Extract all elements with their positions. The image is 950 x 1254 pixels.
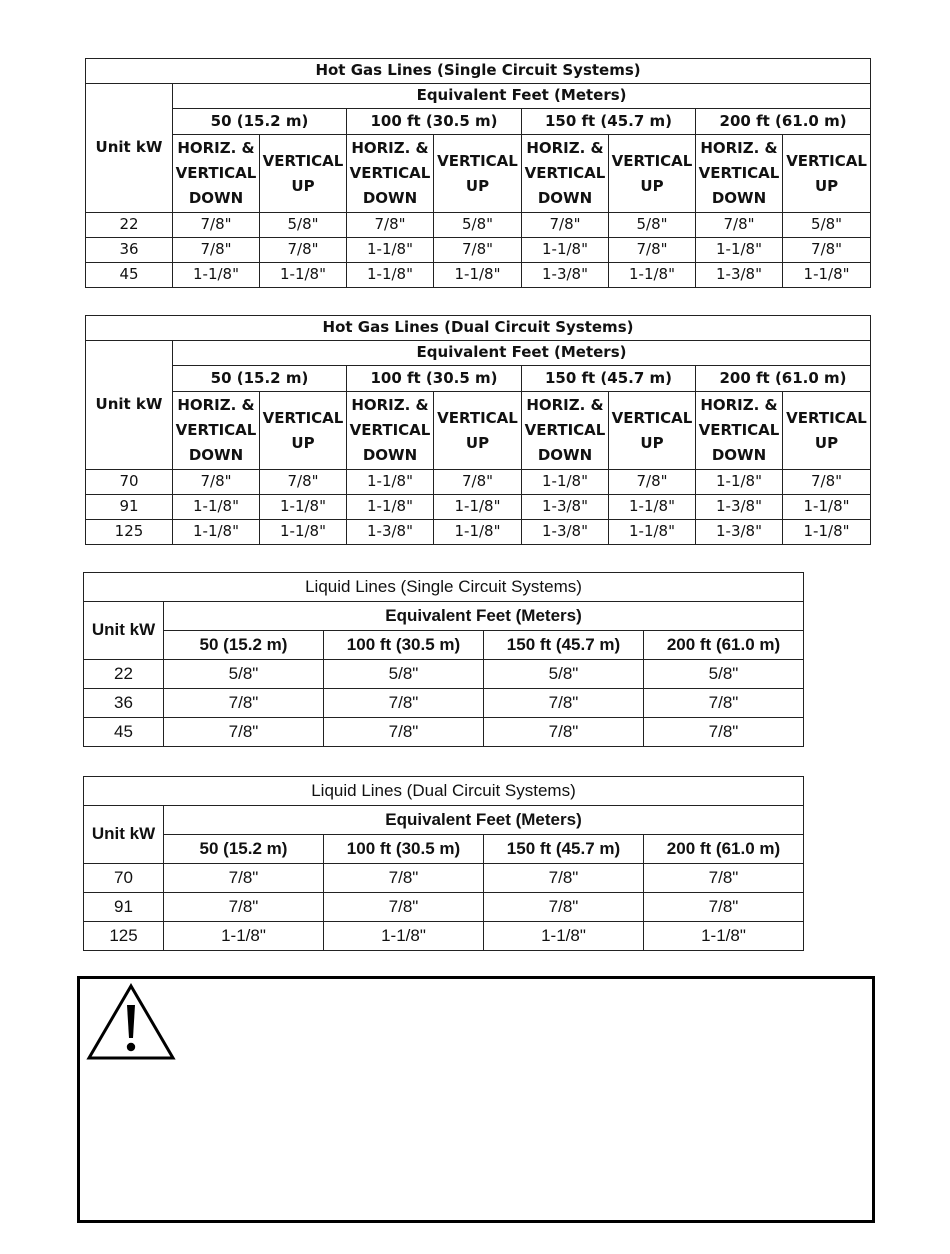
size-cell: 7/8" xyxy=(347,213,434,238)
size-cell: 7/8" xyxy=(783,470,871,495)
vertical-up-header: VERTICAL UP xyxy=(609,135,696,213)
size-cell: 7/8" xyxy=(644,689,804,718)
horiz-vertical-down-header: HORIZ. & VERTICAL DOWN xyxy=(173,392,260,470)
horiz-vertical-down-header: HORIZ. & VERTICAL DOWN xyxy=(347,392,434,470)
unit-kw-cell: 45 xyxy=(84,718,164,747)
distance-header: 100 ft (30.5 m) xyxy=(324,631,484,660)
size-cell: 7/8" xyxy=(164,893,324,922)
vertical-up-header: VERTICAL UP xyxy=(783,392,871,470)
equivalent-feet-header: Equivalent Feet (Meters) xyxy=(164,806,804,835)
unit-kw-cell: 36 xyxy=(86,238,173,263)
size-cell: 1-1/8" xyxy=(324,922,484,951)
size-cell: 1-1/8" xyxy=(783,263,871,288)
size-cell: 7/8" xyxy=(260,470,347,495)
vertical-up-header: VERTICAL UP xyxy=(260,392,347,470)
table-title: Liquid Lines (Dual Circuit Systems) xyxy=(84,777,804,806)
unit-kw-cell: 125 xyxy=(84,922,164,951)
size-cell: 7/8" xyxy=(644,718,804,747)
unit-kw-header: Unit kW xyxy=(86,84,173,213)
horiz-vertical-down-header: HORIZ. & VERTICAL DOWN xyxy=(696,392,783,470)
table-row xyxy=(86,470,871,495)
equivalent-feet-header: Equivalent Feet (Meters) xyxy=(173,341,871,366)
size-cell: 7/8" xyxy=(164,864,324,893)
equivalent-feet-header: Equivalent Feet (Meters) xyxy=(164,602,804,631)
distance-header: 150 ft (45.7 m) xyxy=(522,366,696,392)
size-cell: 1-1/8" xyxy=(347,495,434,520)
size-cell: 1-3/8" xyxy=(522,263,609,288)
size-cell: 7/8" xyxy=(522,213,609,238)
table-row xyxy=(86,495,871,520)
distance-header: 200 ft (61.0 m) xyxy=(696,366,871,392)
table-row xyxy=(86,213,871,238)
size-cell: 7/8" xyxy=(260,238,347,263)
size-cell: 5/8" xyxy=(609,213,696,238)
unit-kw-cell: 91 xyxy=(86,495,173,520)
size-cell: 1-3/8" xyxy=(347,520,434,545)
size-cell: 5/8" xyxy=(783,213,871,238)
size-cell: 1-1/8" xyxy=(434,263,522,288)
horiz-vertical-down-header: HORIZ. & VERTICAL DOWN xyxy=(173,135,260,213)
size-cell: 7/8" xyxy=(173,238,260,263)
size-cell: 1-3/8" xyxy=(522,495,609,520)
size-cell: 7/8" xyxy=(324,893,484,922)
size-cell: 5/8" xyxy=(644,660,804,689)
table-title: Hot Gas Lines (Dual Circuit Systems) xyxy=(86,316,871,341)
unit-kw-header: Unit kW xyxy=(84,602,164,660)
unit-kw-header: Unit kW xyxy=(86,341,173,470)
size-cell: 5/8" xyxy=(324,660,484,689)
size-cell: 7/8" xyxy=(173,470,260,495)
distance-header: 150 ft (45.7 m) xyxy=(484,631,644,660)
table-row xyxy=(84,922,804,951)
unit-kw-header: Unit kW xyxy=(84,806,164,864)
size-cell: 7/8" xyxy=(484,864,644,893)
distance-header: 100 ft (30.5 m) xyxy=(324,835,484,864)
size-cell: 7/8" xyxy=(783,238,871,263)
horiz-vertical-down-header: HORIZ. & VERTICAL DOWN xyxy=(696,135,783,213)
unit-kw-cell: 125 xyxy=(86,520,173,545)
table-row xyxy=(84,660,804,689)
size-cell: 7/8" xyxy=(324,718,484,747)
unit-kw-cell: 22 xyxy=(86,213,173,238)
hot-gas-single-table xyxy=(85,58,871,288)
equivalent-feet-header: Equivalent Feet (Meters) xyxy=(173,84,871,109)
size-cell: 1-1/8" xyxy=(173,520,260,545)
unit-kw-cell: 70 xyxy=(84,864,164,893)
unit-kw-cell: 22 xyxy=(84,660,164,689)
size-cell: 5/8" xyxy=(434,213,522,238)
size-cell: 1-3/8" xyxy=(696,263,783,288)
size-cell: 1-1/8" xyxy=(609,495,696,520)
horiz-vertical-down-header: HORIZ. & VERTICAL DOWN xyxy=(522,135,609,213)
table-title: Hot Gas Lines (Single Circuit Systems) xyxy=(86,59,871,84)
size-cell: 1-1/8" xyxy=(347,470,434,495)
size-cell: 7/8" xyxy=(609,470,696,495)
size-cell: 1-1/8" xyxy=(522,470,609,495)
size-cell: 7/8" xyxy=(644,864,804,893)
distance-header: 100 ft (30.5 m) xyxy=(347,366,522,392)
size-cell: 1-1/8" xyxy=(260,520,347,545)
size-cell: 1-1/8" xyxy=(260,495,347,520)
table-row xyxy=(86,263,871,288)
table-row xyxy=(84,718,804,747)
vertical-up-header: VERTICAL UP xyxy=(434,135,522,213)
size-cell: 1-1/8" xyxy=(434,495,522,520)
size-cell: 7/8" xyxy=(434,238,522,263)
size-cell: 1-1/8" xyxy=(347,238,434,263)
size-cell: 5/8" xyxy=(484,660,644,689)
size-cell: 5/8" xyxy=(164,660,324,689)
vertical-up-header: VERTICAL UP xyxy=(434,392,522,470)
distance-header: 50 (15.2 m) xyxy=(164,835,324,864)
size-cell: 7/8" xyxy=(324,689,484,718)
warning-triangle-icon xyxy=(86,983,176,1061)
size-cell: 1-3/8" xyxy=(696,520,783,545)
unit-kw-cell: 45 xyxy=(86,263,173,288)
unit-kw-cell: 70 xyxy=(86,470,173,495)
size-cell: 1-3/8" xyxy=(522,520,609,545)
vertical-up-header: VERTICAL UP xyxy=(260,135,347,213)
vertical-up-header: VERTICAL UP xyxy=(783,135,871,213)
distance-header: 50 (15.2 m) xyxy=(164,631,324,660)
size-cell: 1-1/8" xyxy=(260,263,347,288)
size-cell: 7/8" xyxy=(434,470,522,495)
size-cell: 1-1/8" xyxy=(173,495,260,520)
size-cell: 1-1/8" xyxy=(347,263,434,288)
table-row xyxy=(84,689,804,718)
size-cell: 1-1/8" xyxy=(696,238,783,263)
size-cell: 1-1/8" xyxy=(696,470,783,495)
table-row xyxy=(84,864,804,893)
distance-header: 100 ft (30.5 m) xyxy=(347,109,522,135)
size-cell: 1-1/8" xyxy=(484,922,644,951)
size-cell: 7/8" xyxy=(324,864,484,893)
size-cell: 1-1/8" xyxy=(609,263,696,288)
size-cell: 1-3/8" xyxy=(696,495,783,520)
liquid-dual-table xyxy=(83,776,804,951)
size-cell: 7/8" xyxy=(696,213,783,238)
horiz-vertical-down-header: HORIZ. & VERTICAL DOWN xyxy=(522,392,609,470)
vertical-up-header: VERTICAL UP xyxy=(609,392,696,470)
size-cell: 1-1/8" xyxy=(609,520,696,545)
distance-header: 50 (15.2 m) xyxy=(173,109,347,135)
size-cell: 7/8" xyxy=(484,718,644,747)
size-cell: 1-1/8" xyxy=(783,520,871,545)
unit-kw-cell: 91 xyxy=(84,893,164,922)
distance-header: 200 ft (61.0 m) xyxy=(644,631,804,660)
size-cell: 7/8" xyxy=(164,718,324,747)
size-cell: 7/8" xyxy=(173,213,260,238)
size-cell: 7/8" xyxy=(609,238,696,263)
size-cell: 5/8" xyxy=(260,213,347,238)
size-cell: 1-1/8" xyxy=(644,922,804,951)
table-row xyxy=(86,520,871,545)
unit-kw-cell: 36 xyxy=(84,689,164,718)
distance-header: 50 (15.2 m) xyxy=(173,366,347,392)
warning-box xyxy=(77,976,875,1223)
size-cell: 1-1/8" xyxy=(173,263,260,288)
size-cell: 7/8" xyxy=(164,689,324,718)
distance-header: 200 ft (61.0 m) xyxy=(644,835,804,864)
size-cell: 1-1/8" xyxy=(522,238,609,263)
size-cell: 7/8" xyxy=(484,689,644,718)
table-title: Liquid Lines (Single Circuit Systems) xyxy=(84,573,804,602)
size-cell: 1-1/8" xyxy=(434,520,522,545)
distance-header: 150 ft (45.7 m) xyxy=(484,835,644,864)
liquid-single-table xyxy=(83,572,804,747)
size-cell: 7/8" xyxy=(484,893,644,922)
hot-gas-dual-table xyxy=(85,315,871,545)
table-row xyxy=(84,893,804,922)
horiz-vertical-down-header: HORIZ. & VERTICAL DOWN xyxy=(347,135,434,213)
distance-header: 200 ft (61.0 m) xyxy=(696,109,871,135)
distance-header: 150 ft (45.7 m) xyxy=(522,109,696,135)
size-cell: 1-1/8" xyxy=(164,922,324,951)
size-cell: 1-1/8" xyxy=(783,495,871,520)
table-row xyxy=(86,238,871,263)
size-cell: 7/8" xyxy=(644,893,804,922)
